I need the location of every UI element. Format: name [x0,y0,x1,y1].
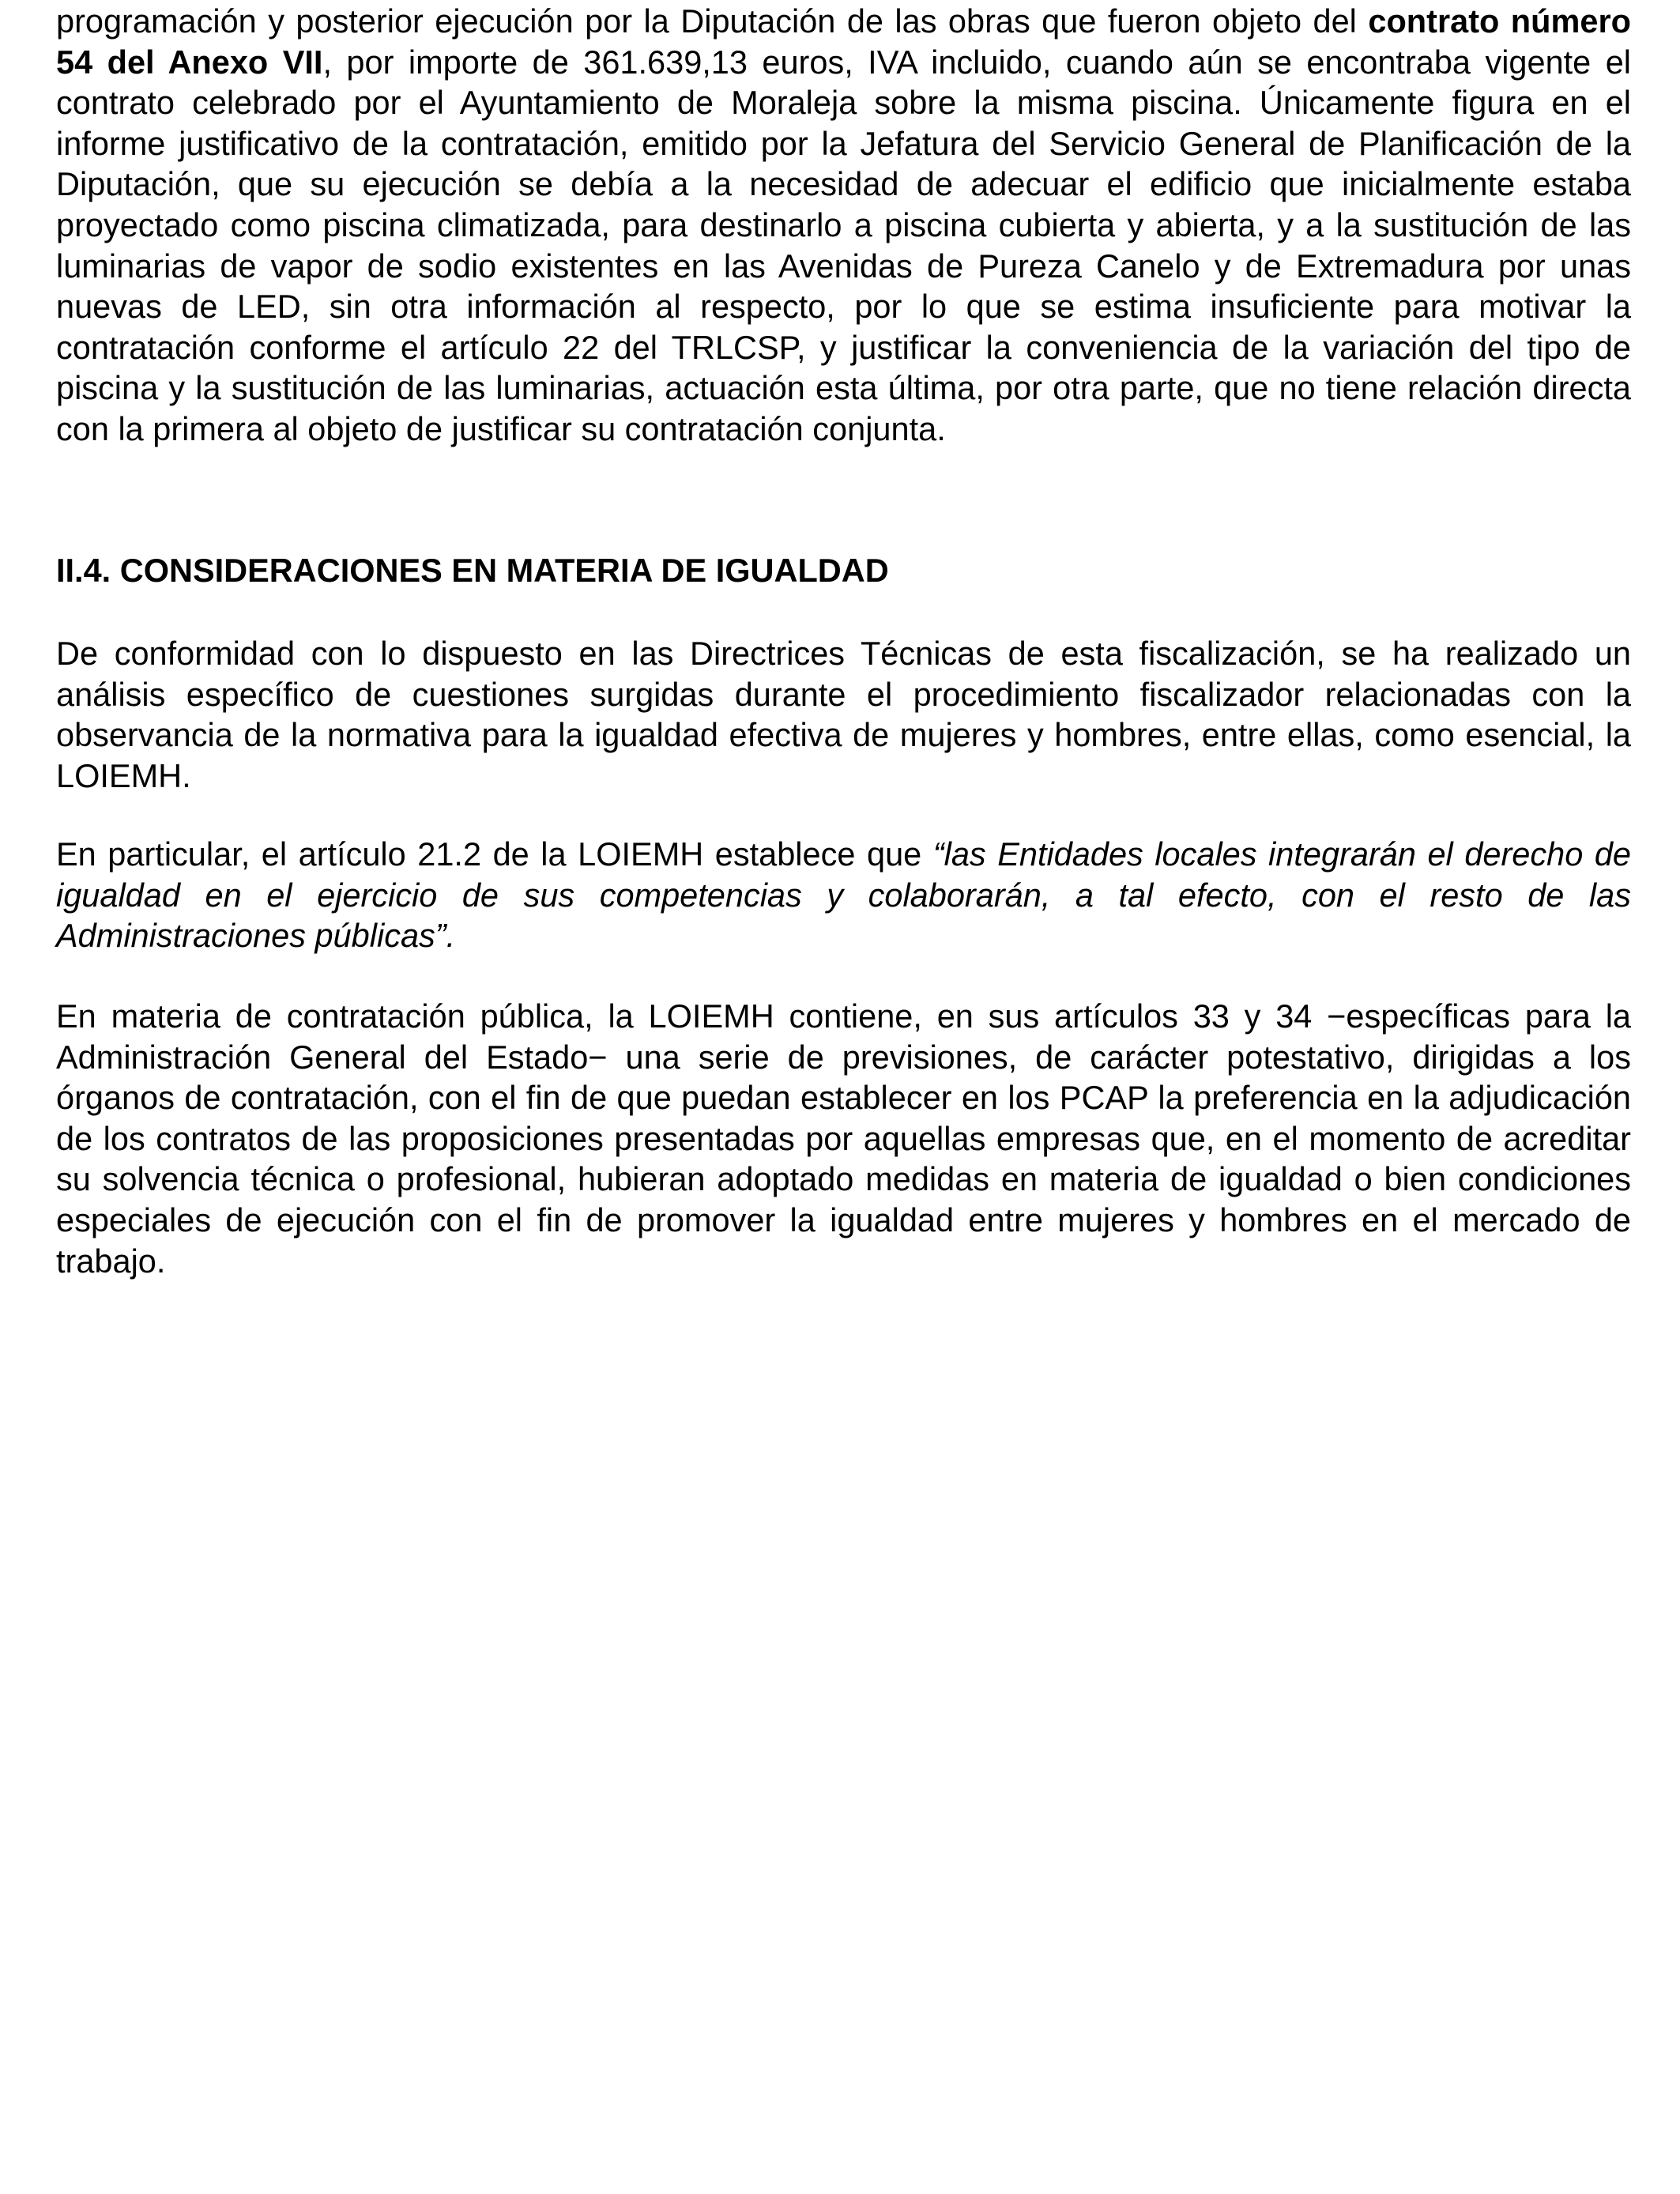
contract-reference-bold: contrato número 54 del Anexo VII [56,2,1631,81]
article-quote-italic: “las Entidades locales integrarán el derecho de igualdad en el ejercicio de sus competencias y colaborarán, a tal efecto, con el resto de las Administraciones públicas”. [56,835,1631,955]
document-page [56,0,1631,1280]
paragraph-article-21 [56,834,1631,956]
paragraph-equality-analysis: De conformidad con lo dispuesto en las Directrices Técnicas de esta fiscalización, se ha realizado un análisis específico de cuestiones surgidas durante el procedimiento fiscalizador relacionadas con la observancia de la normativa para la igualdad efectiva de mujeres y hombres, entre ellas, como esencial, la LOIEMH. [56,635,1631,794]
paragraph-3-text-a: En particular, el artículo 21.2 de la LOIEMH establece que [56,835,933,873]
paragraph-1-text-b: , por importe de 361.639,13 euros, IVA incluido, cuando aún se encontraba vigente el contrato celebrado por el Ayuntamiento de Moraleja sobre la misma piscina. Únicamente figura en el informe justificativo de la contratación, emitido por la Jefatura del Servicio General de Planificación de la Diputación, que su ejecución se debía a la necesidad de adecuar el edificio que inicialmente estaba proyectado como piscina climatizada, para destinarlo a piscina cubierta y abierta, y a la sustitución de las luminarias de vapor de sodio existentes en las Avenidas de Pureza Canelo y de Extremadura por unas nuevas de LED, sin otra información al respecto, por lo que se estima insuficiente para motivar la contratación conforme el artículo 22 del TRLCSP, y justificar la conveniencia de la variación del tipo de piscina y la sustitución de las luminarias, actuación esta última, por otra parte, que no tiene relación directa con la primera al objeto de justificar su contratación conjunta. [56,43,1631,447]
section-heading: II.4. CONSIDERACIONES EN MATERIA DE IGUALDAD [56,552,889,589]
paragraph-1-text-a: programación y posterior ejecución por la Diputación de las obras que fueron objeto del [56,2,1369,40]
paragraph-public-procurement: En materia de contratación pública, la LOIEMH contiene, en sus artículos 33 y 34 −específicas para la Administración General del Estado− una serie de previsiones, de carácter potestativo, dirigidas a los órganos de contratación, con el fin de que puedan establecer en los PCAP la preferencia en la adjudicación de los contratos de las proposiciones presentadas por aquellas empresas que, en el momento de acreditar su solvencia técnica o profesional, hubieran adoptado medidas en materia de igualdad o bien condiciones especiales de ejecución con el fin de promover la igualdad entre mujeres y hombres en el mercado de trabajo. [56,997,1631,1280]
paragraph-contract-justification [56,1,1631,450]
